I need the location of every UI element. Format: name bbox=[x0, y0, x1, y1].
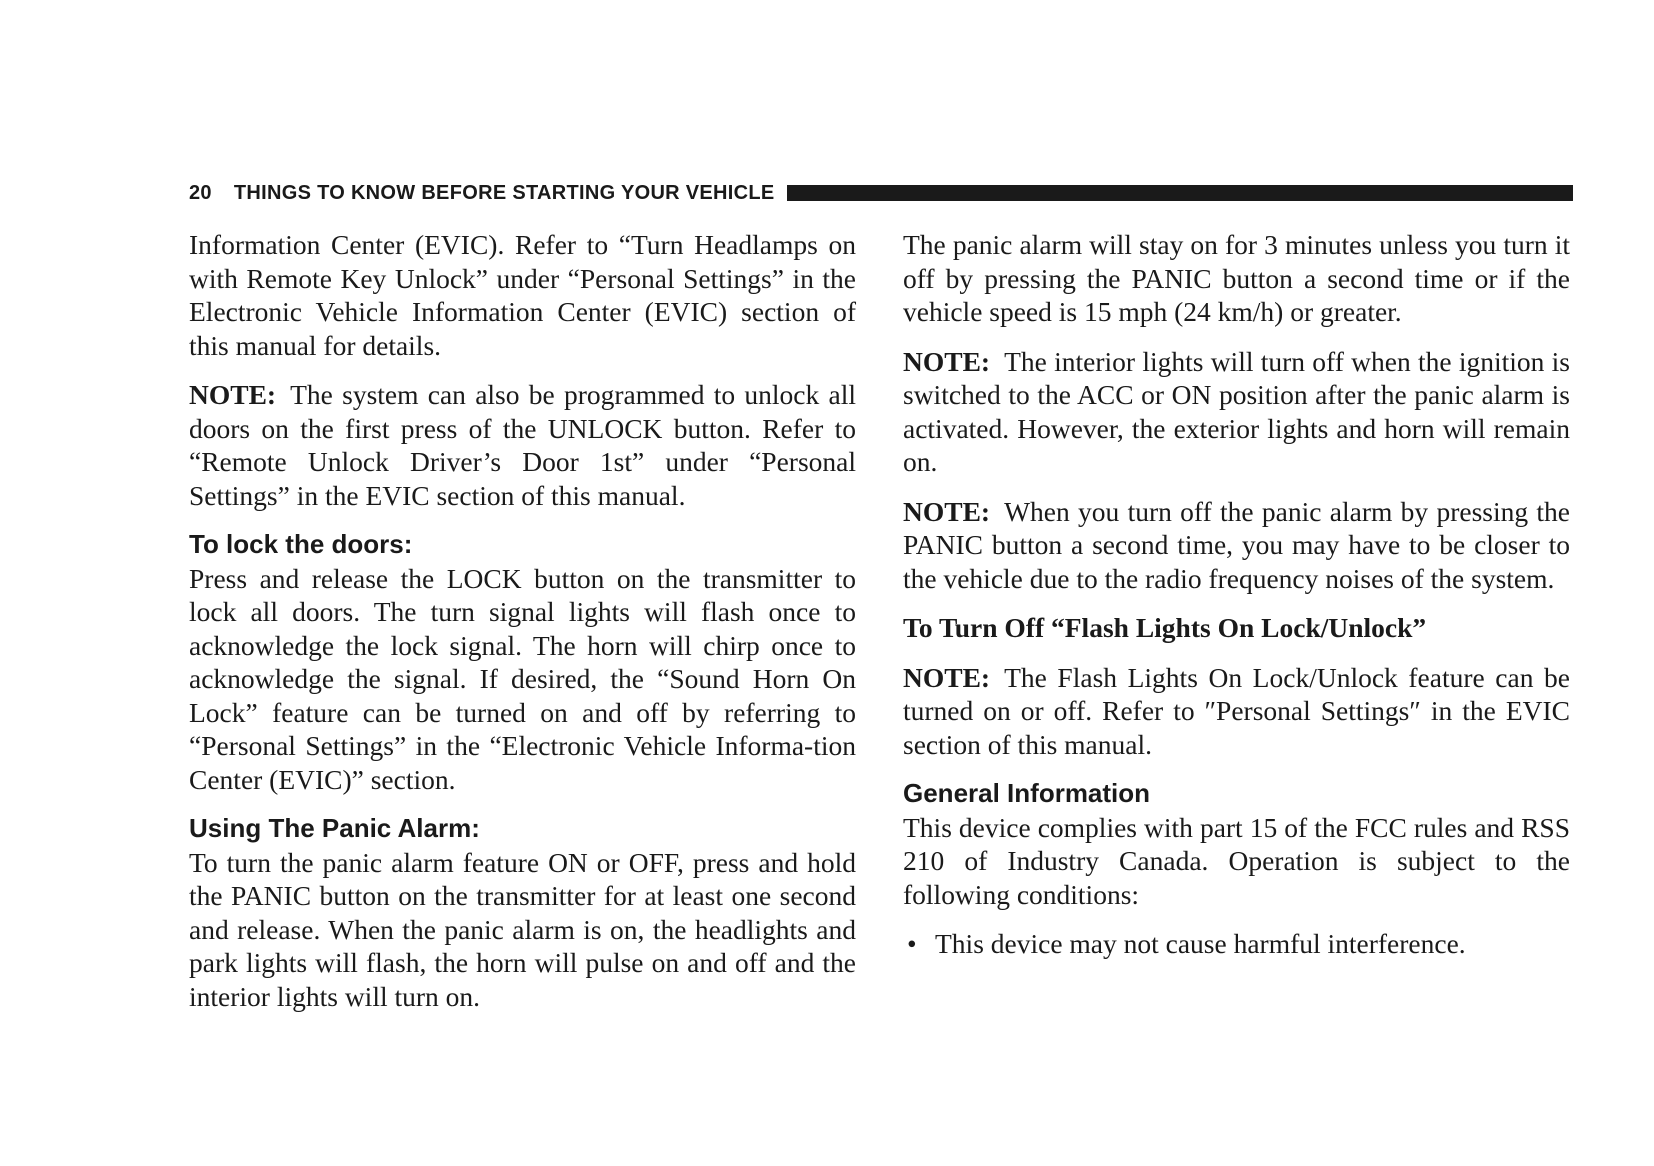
panic-alarm-paragraph: To turn the panic alarm feature ON or OFF, press and hold the PANIC button on the transmitter for at least one second and release. When the panic alarm is on, the headlights and park lights will flash, the horn will pulse on and off and the interior lights will turn on. bbox=[189, 846, 856, 1012]
note-label: NOTE: bbox=[189, 379, 277, 410]
section-title: THINGS TO KNOW BEFORE STARTING YOUR VEHICLE bbox=[233, 181, 775, 204]
note-paragraph bbox=[903, 661, 1570, 762]
left-column bbox=[189, 228, 856, 1029]
panic-alarm-heading: Using The Panic Alarm: bbox=[189, 813, 480, 843]
lock-doors-paragraph: Press and release the LOCK button on the transmitter to lock all doors. The turn signal lights will flash once to acknowledge the lock signal. The horn will chirp once to acknowledge the signal. If desired, the “Sound Horn On Lock” feature can be turned on and off by referring to “Personal Settings” in the “Electronic Vehicle Informa-tion Center (EVIC)” section. bbox=[189, 562, 856, 795]
note-label: NOTE: bbox=[903, 495, 991, 527]
right-column bbox=[903, 228, 1570, 961]
page-header bbox=[189, 181, 1573, 205]
note-text: The interior lights will turn off when the ignition is switched to the ACC or ON position after the panic alarm is activated. However, the exterior lights and horn will remain on. bbox=[903, 345, 1570, 477]
bullet-icon: • bbox=[907, 928, 917, 959]
list-item bbox=[903, 927, 1570, 961]
note-text: When you turn off the panic alarm by pressing the PANIC button a second time, you may have to be closer to the vehicle due to the radio frequency noises of the system. bbox=[903, 495, 1570, 594]
page-number: 20 bbox=[189, 181, 212, 204]
list-item-text: This device may not cause harmful interference. bbox=[935, 928, 1466, 959]
note-text: The system can also be programmed to unlock all doors on the first press of the UNLOCK button. Refer to “Remote Unlock Driver’s Door 1st” under “Personal Settings” in the EVIC section of this manual. bbox=[189, 379, 856, 511]
lock-doors-heading: To lock the doors: bbox=[189, 529, 413, 559]
general-information-paragraph: This device complies with part 15 of the FCC rules and RSS 210 of Industry Canada. Operation is subject to the following conditions: bbox=[903, 811, 1570, 910]
intro-paragraph: Information Center (EVIC). Refer to “Turn Headlamps on with Remote Key Unlock” under “Personal Settings” in the Electronic Vehicle Information Center (EVIC) section of this manual for details. bbox=[189, 229, 856, 361]
note-label: NOTE: bbox=[903, 661, 991, 693]
general-information-heading: General Information bbox=[903, 778, 1151, 808]
header-rule bbox=[787, 185, 1573, 201]
note-label: NOTE: bbox=[903, 345, 991, 377]
panic-duration-paragraph: The panic alarm will stay on for 3 minutes unless you turn it off by pressing the PANIC button a second time or if the vehicle speed is 15 mph (24 km/h) or greater. bbox=[903, 229, 1570, 327]
note-paragraph bbox=[903, 345, 1570, 479]
note-text: The Flash Lights On Lock/Unlock feature can be turned on or off. Refer to ″Personal Settings″ in the EVIC section of this manual. bbox=[903, 661, 1570, 760]
note-paragraph bbox=[903, 495, 1570, 596]
note-paragraph bbox=[189, 378, 856, 512]
flash-lights-heading: To Turn Off “Flash Lights On Lock/Unlock” bbox=[903, 612, 1427, 643]
conditions-list bbox=[903, 927, 1570, 961]
